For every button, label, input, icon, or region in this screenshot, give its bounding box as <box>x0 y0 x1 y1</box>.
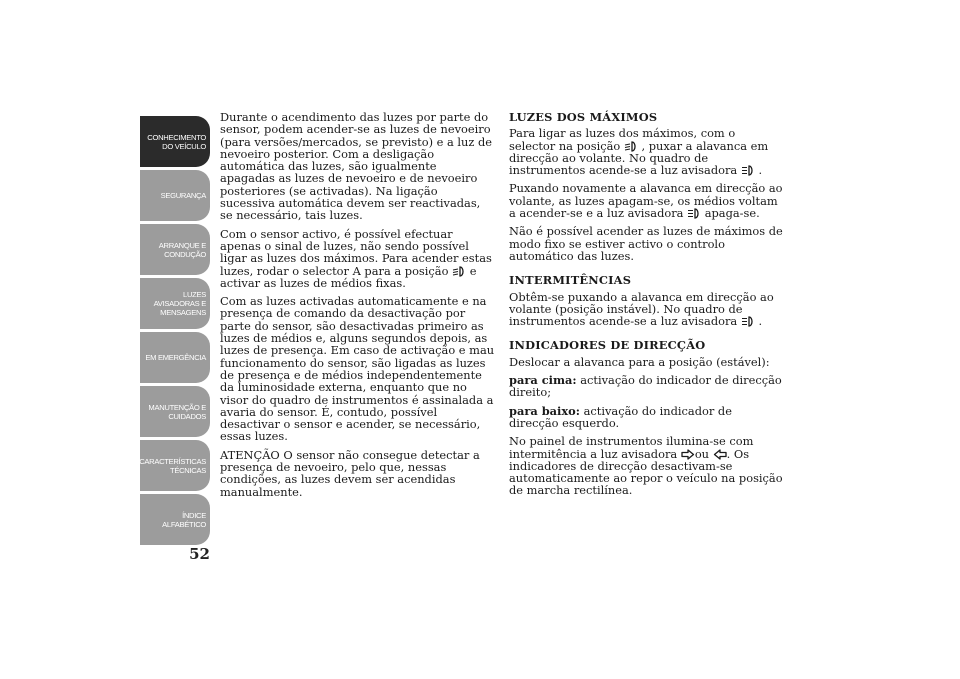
page-number: 52 <box>189 545 210 563</box>
warning-note: ATENÇÃO O sensor não consegue detectar a presença de nevoeiro, pelo que, nessas condições, as luzes devem ser acendidas manualmente. <box>220 447 480 499</box>
high-beam-icon <box>687 208 701 219</box>
heading-indicadores-direccao: INDICADORES DE DIRECÇÃO <box>509 338 706 353</box>
tab-luzes-avisadoras[interactable]: LUZES AVISADORAS E MENSAGENS <box>140 278 210 329</box>
paragraph: para baixo: activação do indicador de direcção esquerdo. <box>509 403 732 430</box>
left-column <box>220 111 495 504</box>
tab-seguranca[interactable]: SEGURANÇA <box>140 170 210 221</box>
tab-arranque-e-conducao[interactable]: ARRANQUE E CONDUÇÃO <box>140 224 210 275</box>
tab-em-emergencia[interactable]: EM EMERGÊNCIA <box>140 332 210 383</box>
heading-maximos: LUZES DOS MÁXIMOS <box>509 110 658 124</box>
paragraph: Para ligar as luzes dos máximos, com o selector na posição , puxar a alavanca em direcção ao volante. No quadro de instrumentos acende-se a luz avisadora . <box>509 126 769 178</box>
low-beam-icon <box>452 266 466 277</box>
tab-caracteristicas-tecnicas[interactable]: CARACTERÍSTICAS TÉCNICAS <box>140 440 210 491</box>
high-beam-icon <box>741 165 755 176</box>
right-column <box>509 111 784 503</box>
paragraph: No painel de instrumentos ilumina-se com intermitência a luz avisadora ou . Os indicadores de direcção desactivam-se automaticamente ao repor o veículo na posição de marcha rectilínea. <box>509 434 783 498</box>
paragraph: Obtêm-se puxando a alavanca em direcção ao volante (posição instável). No quadro de instrumentos acende-se a luz avisadora . <box>509 289 774 329</box>
chapter-sidebar <box>140 116 210 548</box>
tab-indice-alfabetico[interactable]: ÍNDICE ALFABÉTICO <box>140 494 210 545</box>
paragraph: para cima: activação do indicador de direcção direito; <box>509 373 782 400</box>
paragraph: Durante o acendimento das luzes por parte do sensor, podem acender-se as luzes de nevoeiro (para versões/mercados, se previsto) e a luz de nevoeiro posterior. Com a desligação automática das luzes, são igualmente apagadas as luzes de nevoeiro e de nevoeiro posteriores (se activadas). Na ligação sucessiva automática devem ser reactivadas, se necessário, tais luzes. <box>220 110 493 223</box>
paragraph: Puxando novamente a alavanca em direcção ao volante, as luzes apagam-se, os médios voltam a acender-se e a luz avisadora apaga-se. <box>509 181 783 221</box>
tab-conhecimento-do-veiculo[interactable]: CONHECIMENTO DO VEÍCULO <box>140 116 210 167</box>
paragraph: Deslocar a alavanca para a posição (estável): <box>509 354 770 369</box>
tab-manutencao-e-cuidados[interactable]: MANUTENÇÃO E CUIDADOS <box>140 386 210 437</box>
paragraph: Com o sensor activo, é possível efectuar apenas o sinal de luzes, não sendo possível ligar as luzes dos máximos. Para acender estas luzes, rodar o selector A para a posição e activar as luzes de médios fixas. <box>220 226 492 290</box>
paragraph: Com as luzes activadas automaticamente e na presença de comando da desactivação por parte do sensor, são desactivadas primeiro as luzes de médios e, alguns segundos depois, as luzes de presença. Em caso de activação e mau funcionamento do sensor, são ligadas as luzes de presença e de médios independentemente da luminosidade externa, enquanto que no visor do quadro de instrumentos é assinalada a avaria do sensor. É, contudo, possível desactivar o sensor e acender, se necessário, essas luzes. <box>220 294 495 444</box>
heading-intermitencias: INTERMITÊNCIAS <box>509 273 632 288</box>
paragraph: Não é possível acender as luzes de máximos de modo fixo se estiver activo o controlo automático das luzes. <box>509 224 783 263</box>
high-beam-icon <box>741 316 755 327</box>
